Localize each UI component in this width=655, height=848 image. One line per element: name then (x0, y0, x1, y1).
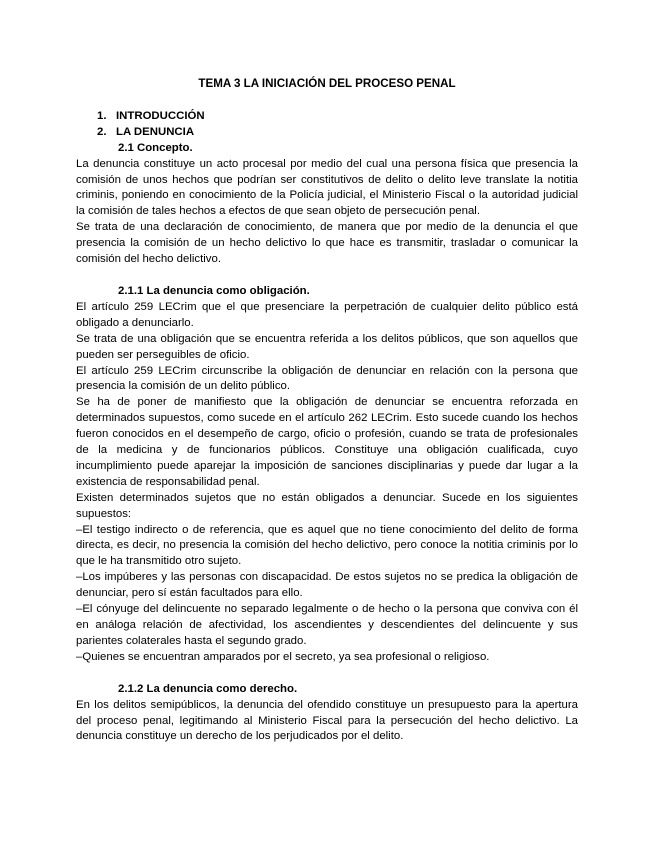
list-item: –Los impúberes y las personas con discapacidad. De estos sujetos no se predica la obligación de denunciar, pero sí están facultados para ello. (76, 571, 578, 600)
document-body (76, 76, 578, 745)
list-item: –El testigo indirecto o de referencia, que es aquel que no tiene conocimiento del delito de forma directa, es decir, no presencia la comisión del hecho delictivo, pero conoce la notitia criminis por lo que le ha transmitido otro sujeto. (76, 523, 578, 568)
paragraph: La denuncia constituye un acto procesal por medio del cual una persona física que presencia la comisión de unos hechos que podrían ser constitutivos de delito o delito leve translate la notitia criminis, poniendo en conocimiento de la Policía judicial, el Ministerio Fiscal o la autoridad judicial la comisión de tales hechos a efectos de que sean objeto de persecución penal. (76, 157, 578, 218)
paragraph: Existen determinados sujetos que no están obligados a denunciar. Sucede en los siguientes supuestos: (76, 491, 578, 520)
section-number: 1. (97, 109, 107, 122)
section-label: INTRODUCCIÓN (116, 109, 205, 122)
list-item: –Quienes se encuentran amparados por el secreto, ya sea profesional o religioso. (76, 650, 490, 663)
section-1-heading (97, 109, 578, 125)
paragraph: El artículo 259 LECrim circunscribe la obligación de denunciar en relación con la persona que presencia la comisión de un delito público. (76, 364, 578, 393)
paragraph: El artículo 259 LECrim que el que presenciare la perpetración de cualquier delito público está obligado a denunciarlo. (76, 300, 578, 329)
paragraph: Se trata de una declaración de conocimiento, de manera que por medio de la denuncia el que presencia la comisión de un hecho delictivo lo que hace es transmitir, trasladar o comunicar la comisión del hecho delictivo. (76, 221, 578, 266)
list-item: –El cónyuge del delincuente no separado legalmente o de hecho o la persona que conviva con él en análoga relación de afectividad, los ascendientes y descendientes del delincuente y sus parientes colaterales hasta el segundo grado. (76, 603, 578, 647)
section-label: LA DENUNCIA (116, 125, 195, 138)
paragraph: Se trata de una obligación que se encuentra referida a los delitos públicos, que son aquellos que pueden ser perseguibles de oficio. (76, 332, 578, 361)
paragraph: En los delitos semipúblicos, la denuncia del ofendido constituye un presupuesto para la apertura del proceso penal, legitimando al Ministerio Fiscal para la persecución del hecho delictivo. La denuncia constituye un derecho de los perjudicados por el delito. (76, 698, 578, 743)
document-title: TEMA 3 LA INICIACIÓN DEL PROCESO PENAL (198, 77, 456, 90)
spacer (76, 666, 578, 682)
subsection-2-1-2-heading: 2.1.2 La denuncia como derecho. (118, 682, 298, 695)
subsection-2-1-heading: 2.1 Concepto. (118, 141, 193, 154)
spacer (76, 268, 578, 284)
section-number: 2. (97, 125, 107, 138)
section-2-heading (97, 125, 578, 141)
paragraph: Se ha de poner de manifiesto que la obligación de denunciar se encuentra reforzada en determinados supuestos, como sucede en el artículo 262 LECrim. Esto sucede cuando los hechos fueron conocidos en el desempeño de cargo, oficio o profesión, cuando se trata de profesionales de la medicina y de funcionarios públicos. Constituye una obligación cualificada, cuyo incumplimiento puede aparejar la imposición de sanciones disciplinarias y puede dar lugar a la existencia de responsabilidad penal. (76, 396, 578, 488)
subsection-2-1-1-heading: 2.1.1 La denuncia como obligación. (118, 284, 310, 297)
